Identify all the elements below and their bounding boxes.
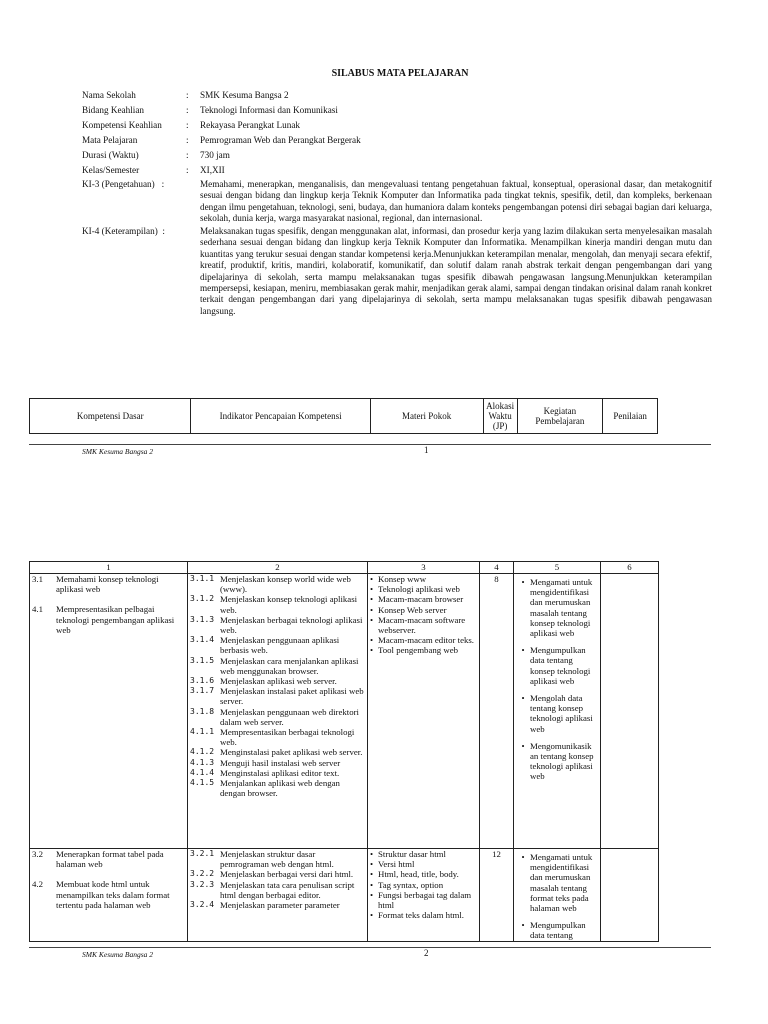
info-value: XI,XII xyxy=(200,165,225,175)
bullet-icon: • xyxy=(370,869,374,880)
bullet-icon: • xyxy=(370,645,374,656)
materi-item: • Teknologi aplikasi web xyxy=(370,584,460,595)
page-footer xyxy=(29,444,711,456)
info-value: SMK Kesuma Bangsa 2 xyxy=(200,90,289,100)
materi-item: • Html, head, title, body. xyxy=(370,869,459,880)
indikator-item: 4.1.5 Menjalankan aplikasi web dengan dengan browser. xyxy=(190,778,340,799)
footer-school: SMK Kesuma Bangsa 2 xyxy=(82,950,154,959)
info-label: Bidang Keahlian xyxy=(82,105,144,115)
info-value: Pemrograman Web dan Perangkat Bergerak xyxy=(200,135,361,145)
bullet-icon: • xyxy=(521,577,525,587)
syllabus-table xyxy=(29,561,659,942)
column-number: 3 xyxy=(368,562,480,574)
indikator-item: 3.1.1 Menjelaskan konsep world wide web (www). xyxy=(190,574,351,595)
materi-item: • Tag syntax, option xyxy=(370,879,444,890)
bullet-icon: • xyxy=(521,920,525,931)
materi-item: • Konsep www xyxy=(370,574,427,584)
materi-item: • Macam-macam editor teks. xyxy=(370,635,474,646)
column-number: 4 xyxy=(480,562,514,574)
kegiatan-item: • Mengumpulkan data tentang konsep teknologi aplikasi web xyxy=(516,645,598,686)
kd-item: 3.2 Menerapkan format tabel pada halaman web xyxy=(32,849,164,870)
column-number: 1 xyxy=(30,562,188,574)
page-2 xyxy=(0,470,768,1024)
kegiatan-item: • Mengamati untuk mengidentifikasi dan merumuskan masalah tentang konsep teknologi aplikasi web xyxy=(516,577,598,638)
materi-item: • Struktur dasar html xyxy=(370,849,446,859)
table-row xyxy=(30,574,659,849)
kegiatan-cell xyxy=(514,849,601,942)
penilaian-cell xyxy=(601,574,659,849)
info-label: Nama Sekolah xyxy=(82,90,136,100)
indikator-item: 3.1.8 Menjelaskan penggunaan web direktori dalam web server. xyxy=(190,706,359,727)
bullet-icon: • xyxy=(370,910,374,921)
ki3-block: KI-3 (Pengetahuan) : Memahami, menerapkan, menganalisis, dan mengevaluasi tentang pengetahuan faktual, konseptual, operasional dasar, dan metakognitif sesuai dengan bidang dan lingkup kerja Teknik Komputer dan Informatika pada tingkat teknis, spesifik, detil, dan kompleks, berkenaan dengan ilmu pengetahuan, teknologi, seni, budaya, dan humaniora dalam konteks pengembangan potensi diri sebagai bagian dari keluarga, sekolah, dunia kerja, warga masyarakat nasional, regional, dan internasional. xyxy=(82,179,712,224)
header-penilaian: Penilaian xyxy=(603,399,658,434)
footer-school: SMK Kesuma Bangsa 2 xyxy=(82,447,154,456)
bullet-icon: • xyxy=(521,740,525,751)
bullet-icon: • xyxy=(370,584,374,595)
indikator-cell xyxy=(188,849,368,942)
page-1 xyxy=(0,0,768,470)
materi-item: • Format teks dalam html. xyxy=(370,910,465,921)
ki4-text: Melaksanakan tugas spesifik, dengan menggunakan alat, informasi, dan prosedur kerja yang lazim dilakukan serta menyelesaikan masalah sederhana sesuai dengan bidang dan lingkup kerja Teknik Komputer dan Informatika. Menampilkan kinerja mandiri dengan mutu dan kuantitas yang terukur sesuai dengan standar kompetensi kerja.Menunjukkan keterampilan menalar, mengolah, dan menyaji secara efektif, kreatif, produktif, kritis, mandiri, kolaboratif, komunikatif, dan solutif dalam ranah abstrak terkait dengan pengembangan dari yang dipelajarinya di sekolah, serta mampu melaksanakan tugas spesifik dibawah pengawasan langsung.Menunjukkan keterampilan mempersepsi, kesiapan, meniru, membiasakan gerak mahir, menjadikan gerak alami, sampai dengan tindakan orisinal dalam ranah konkret terkait dengan pengembangan dari yang dipelajarinya di sekolah, serta mampu melaksanakan tugas spesifik dibawah pengawasan langsung. xyxy=(200,226,712,316)
materi-cell xyxy=(368,849,480,942)
indikator-item: 3.2.3 Menjelaskan tata cara penulisan script html dengan berbagai editor. xyxy=(190,879,355,900)
indikator-item: 3.2.1 Menjelaskan struktur dasar pemrograman web dengan html. xyxy=(190,849,334,870)
indikator-item: 4.1.1 Mempresentasikan berbagai teknologi web. xyxy=(190,727,355,748)
info-row: Durasi (Waktu) : 730 jam xyxy=(82,148,712,163)
ki4-label: KI-4 (Keterampilan) xyxy=(82,226,158,236)
indikator-item: 4.1.3 Menguji hasil instalasi web server xyxy=(190,757,341,768)
bullet-icon: • xyxy=(521,852,525,862)
materi-item: • Macam-macam browser xyxy=(370,594,464,605)
kd-cell xyxy=(30,849,188,942)
header-kegiatan: Kegiatan Pembelajaran xyxy=(517,399,603,434)
bullet-icon: • xyxy=(370,574,374,584)
bullet-icon: • xyxy=(370,594,374,605)
bullet-icon: • xyxy=(521,645,525,656)
materi-item: • Tool pengembang web xyxy=(370,645,459,656)
bullet-icon: • xyxy=(370,859,374,870)
page-number: 1 xyxy=(424,445,429,455)
ki3-label: KI-3 (Pengetahuan) xyxy=(82,179,155,189)
info-row: Mata Pelajaran : Pemrograman Web dan Perangkat Bergerak xyxy=(82,133,712,148)
kd-item: 3.1 Memahami konsep teknologi aplikasi web xyxy=(32,574,159,595)
column-number-row xyxy=(30,562,659,574)
indikator-item: 3.1.7 Menjelaskan instalasi paket aplikasi web server. xyxy=(190,686,364,707)
column-number: 5 xyxy=(514,562,601,574)
info-value: Teknologi Informasi dan Komunikasi xyxy=(200,105,338,115)
indikator-item: 4.1.2 Menginstalasi paket aplikasi web server. xyxy=(190,747,363,758)
penilaian-cell xyxy=(601,849,659,942)
page-footer xyxy=(29,947,711,959)
info-row: Kelas/Semester : XI,XII xyxy=(82,163,712,178)
kegiatan-item: • Mengomunikasik an tentang konsep teknologi aplikasi web xyxy=(516,741,598,782)
indikator-item: 4.1.4 Menginstalasi aplikasi editor text. xyxy=(190,767,340,778)
indikator-item: 3.1.6 Menjelaskan aplikasi web server. xyxy=(190,676,337,687)
bullet-icon: • xyxy=(370,635,374,646)
materi-cell xyxy=(368,574,480,849)
alokasi-cell: 8 xyxy=(480,574,514,849)
page-number: 2 xyxy=(424,948,429,958)
indikator-item: 3.1.4 Menjelaskan penggunaan aplikasi berbasis web. xyxy=(190,635,340,656)
header-alokasi-waktu: Alokasi Waktu (JP) xyxy=(483,399,517,434)
indikator-cell xyxy=(188,574,368,849)
materi-item: • Konsep Web server xyxy=(370,604,447,615)
kd-item: 4.1 Mempresentasikan pelbagai teknologi pengembangan aplikasi web xyxy=(32,604,175,635)
indikator-item: 3.2.2 Menjelaskan berbagai versi dari html. xyxy=(190,869,354,880)
indikator-item: 3.2.4 Menjelaskan parameter parameter xyxy=(190,900,340,911)
info-value: 730 jam xyxy=(200,150,230,160)
info-row: Bidang Keahlian : Teknologi Informasi dan Komunikasi xyxy=(82,103,712,118)
kd-item: 4.2 Membuat kode html untuk menampilkan teks dalam format tertentu pada halaman web xyxy=(32,879,170,910)
indikator-item: 3.1.5 Menjelaskan cara menjalankan aplikasi web menggunakan browser. xyxy=(190,655,359,676)
header-indikator: Indikator Pencapaian Kompetensi xyxy=(191,399,370,434)
document-title: SILABUS MATA PELAJARAN xyxy=(331,68,469,79)
bullet-icon: • xyxy=(521,693,525,704)
bullet-icon: • xyxy=(370,879,374,890)
bullet-icon: • xyxy=(370,889,374,900)
indikator-item: 3.1.2 Menjelaskan konsep teknologi aplikasi web. xyxy=(190,594,358,615)
info-row: Kompetensi Keahlian : Rekayasa Perangkat Lunak xyxy=(82,118,712,133)
column-number: 2 xyxy=(188,562,368,574)
table-row xyxy=(30,849,659,942)
kegiatan-cell xyxy=(514,574,601,849)
info-value: Rekayasa Perangkat Lunak xyxy=(200,120,301,130)
alokasi-cell: 12 xyxy=(480,849,514,942)
info-row: Nama Sekolah : SMK Kesuma Bangsa 2 xyxy=(82,88,712,103)
materi-item: • Versi html xyxy=(370,859,415,870)
ki3-text: Memahami, menerapkan, menganalisis, dan mengevaluasi tentang pengetahuan faktual, konseptual, operasional dasar, dan metakognitif sesuai dengan bidang dan lingkup kerja Teknik Komputer dan Informatika pada tingkat teknis, spesifik, detil, dan kompleks, berkenaan dengan ilmu pengetahuan, teknologi, seni, budaya, dan humaniora dalam konteks pengembangan potensi diri sebagai bagian dari keluarga, sekolah, dunia kerja, warga masyarakat nasional, regional, dan internasional. xyxy=(200,179,712,224)
bullet-icon: • xyxy=(370,849,374,859)
kegiatan-item: • Mengamati untuk mengidentifikasi dan merumuskan masalah tentang format teks pada halaman web xyxy=(516,852,598,913)
syllabus-header-table xyxy=(29,398,658,434)
kd-cell xyxy=(30,574,188,849)
kegiatan-item: • Mengolah data tentang konsep teknologi aplikasi web xyxy=(516,693,598,734)
materi-item: • Fungsi berbagai tag dalam html xyxy=(370,889,472,911)
identity-block xyxy=(82,88,712,178)
info-label: Durasi (Waktu) xyxy=(82,150,139,160)
bullet-icon: • xyxy=(370,604,374,615)
column-number: 6 xyxy=(601,562,659,574)
materi-item: • Macam-macam software webserver. xyxy=(370,614,466,636)
info-label: Mata Pelajaran xyxy=(82,135,138,145)
header-kompetensi-dasar: Kompetensi Dasar xyxy=(30,399,191,434)
indikator-item: 3.1.3 Menjelaskan berbagai teknologi aplikasi web. xyxy=(190,614,363,636)
kegiatan-item: • Mengumpulkan data tentang xyxy=(516,920,598,940)
bullet-icon: • xyxy=(370,614,374,625)
ki4-block: KI-4 (Keterampilan) : Melaksanakan tugas spesifik, dengan menggunakan alat, informasi, dan prosedur kerja yang lazim dilakukan serta menyelesaikan masalah sederhana sesuai dengan bidang dan lingkup kerja Teknik Komputer dan Informatika. Menampilkan kinerja mandiri dengan mutu dan kuantitas yang terukur sesuai dengan standar kompetensi kerja.Menunjukkan keterampilan menalar, mengolah, dan menyaji secara efektif, kreatif, produktif, kritis, mandiri, kolaboratif, komunikatif, dan solutif dalam ranah abstrak terkait dengan pengembangan dari yang dipelajarinya di sekolah, serta mampu melaksanakan tugas spesifik dibawah pengawasan langsung.Menunjukkan keterampilan mempersepsi, kesiapan, meniru, membiasakan gerak mahir, menjadikan gerak alami, sampai dengan tindakan orisinal dalam ranah konkret terkait dengan pengembangan dari yang dipelajarinya di sekolah, serta mampu melaksanakan tugas spesifik dibawah pengawasan langsung. xyxy=(82,226,712,316)
info-label: Kompetensi Keahlian xyxy=(82,120,162,130)
header-materi-pokok: Materi Pokok xyxy=(370,399,483,434)
info-label: Kelas/Semester xyxy=(82,165,140,175)
